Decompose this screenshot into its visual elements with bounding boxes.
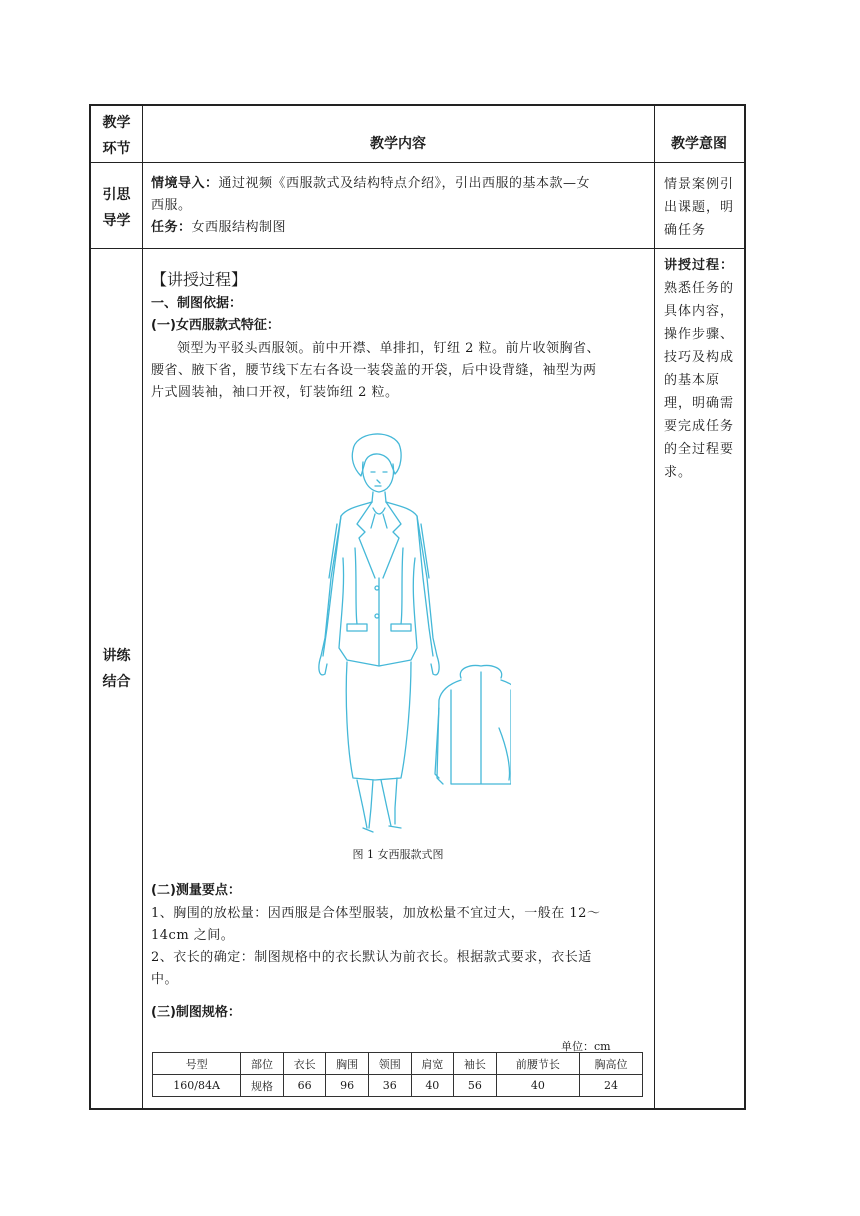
figure-caption: 图 1 女西服款式图 — [352, 848, 444, 861]
table-row: 160/84A 规格 66 96 36 40 56 40 24 — [153, 1075, 643, 1097]
header-content: 教学内容 — [370, 136, 426, 152]
suit-figure-illustration — [311, 428, 511, 838]
style-description: 领型为平驳头西服领。前中开襟、单排扣，钉纽 2 粒。前片收领胸省、 腰省、腋下省，腰节线下左右各设一装袋盖的开袋，后中设背缝，袖型为两 片式圆装袖，袖口开衩，钉装饰纽 2 粒。 — [151, 341, 601, 400]
intro-block — [151, 173, 647, 239]
table-row: 号型 部位 衣长 胸围 领围 肩宽 袖长 前腰节长 胸高位 — [153, 1053, 643, 1075]
lesson-table — [89, 104, 746, 1110]
segment-lecture: 讲练 结合 — [102, 648, 131, 690]
intent-row2: 讲授过程： 熟悉任务的 具体内容， 操作步骤、 技巧及构成 的基本原 理，明确需 要完成任务 的全过程要 求。 — [664, 258, 735, 480]
header-segment: 教学 环节 — [102, 115, 131, 157]
intro-label: 情境导入： — [151, 176, 219, 191]
lecture-title: 【讲授过程】 — [151, 270, 248, 289]
spec-table — [152, 1052, 643, 1097]
column-divider — [142, 106, 143, 1108]
segment-guide: 引思 导学 — [102, 187, 131, 229]
sub-measurement: (二)测量要点： — [151, 883, 241, 898]
intro-text-cont: 西服。 — [151, 198, 192, 213]
section-basis: 一、制图依据： — [151, 296, 243, 311]
intent-row1: 情景案例引 出课题，明 确任务 — [664, 177, 735, 238]
intro-text: 通过视频《西服款式及结构特点介绍》，引出西服的基本款—女 — [218, 176, 591, 191]
measurement-points: 1、胸围的放松量：因西服是合体型服装，加放松量不宜过大，一般在 12～ 14cm 之间。 2、衣长的确定：制图规格中的衣长默认为前衣长。根据款式要求，衣长适 中。 — [151, 906, 601, 987]
row-divider — [91, 162, 744, 163]
task-text: 女西服结构制图 — [191, 220, 287, 235]
task-label: 任务： — [151, 220, 192, 235]
header-intent: 教学意图 — [671, 136, 727, 152]
sub-spec: (三)制图规格： — [151, 1005, 241, 1020]
unit-label: 单位：cm — [561, 1040, 611, 1053]
row-divider — [91, 248, 744, 249]
sub-style-features: (一)女西服款式特征： — [151, 318, 280, 333]
column-divider — [654, 106, 655, 1108]
